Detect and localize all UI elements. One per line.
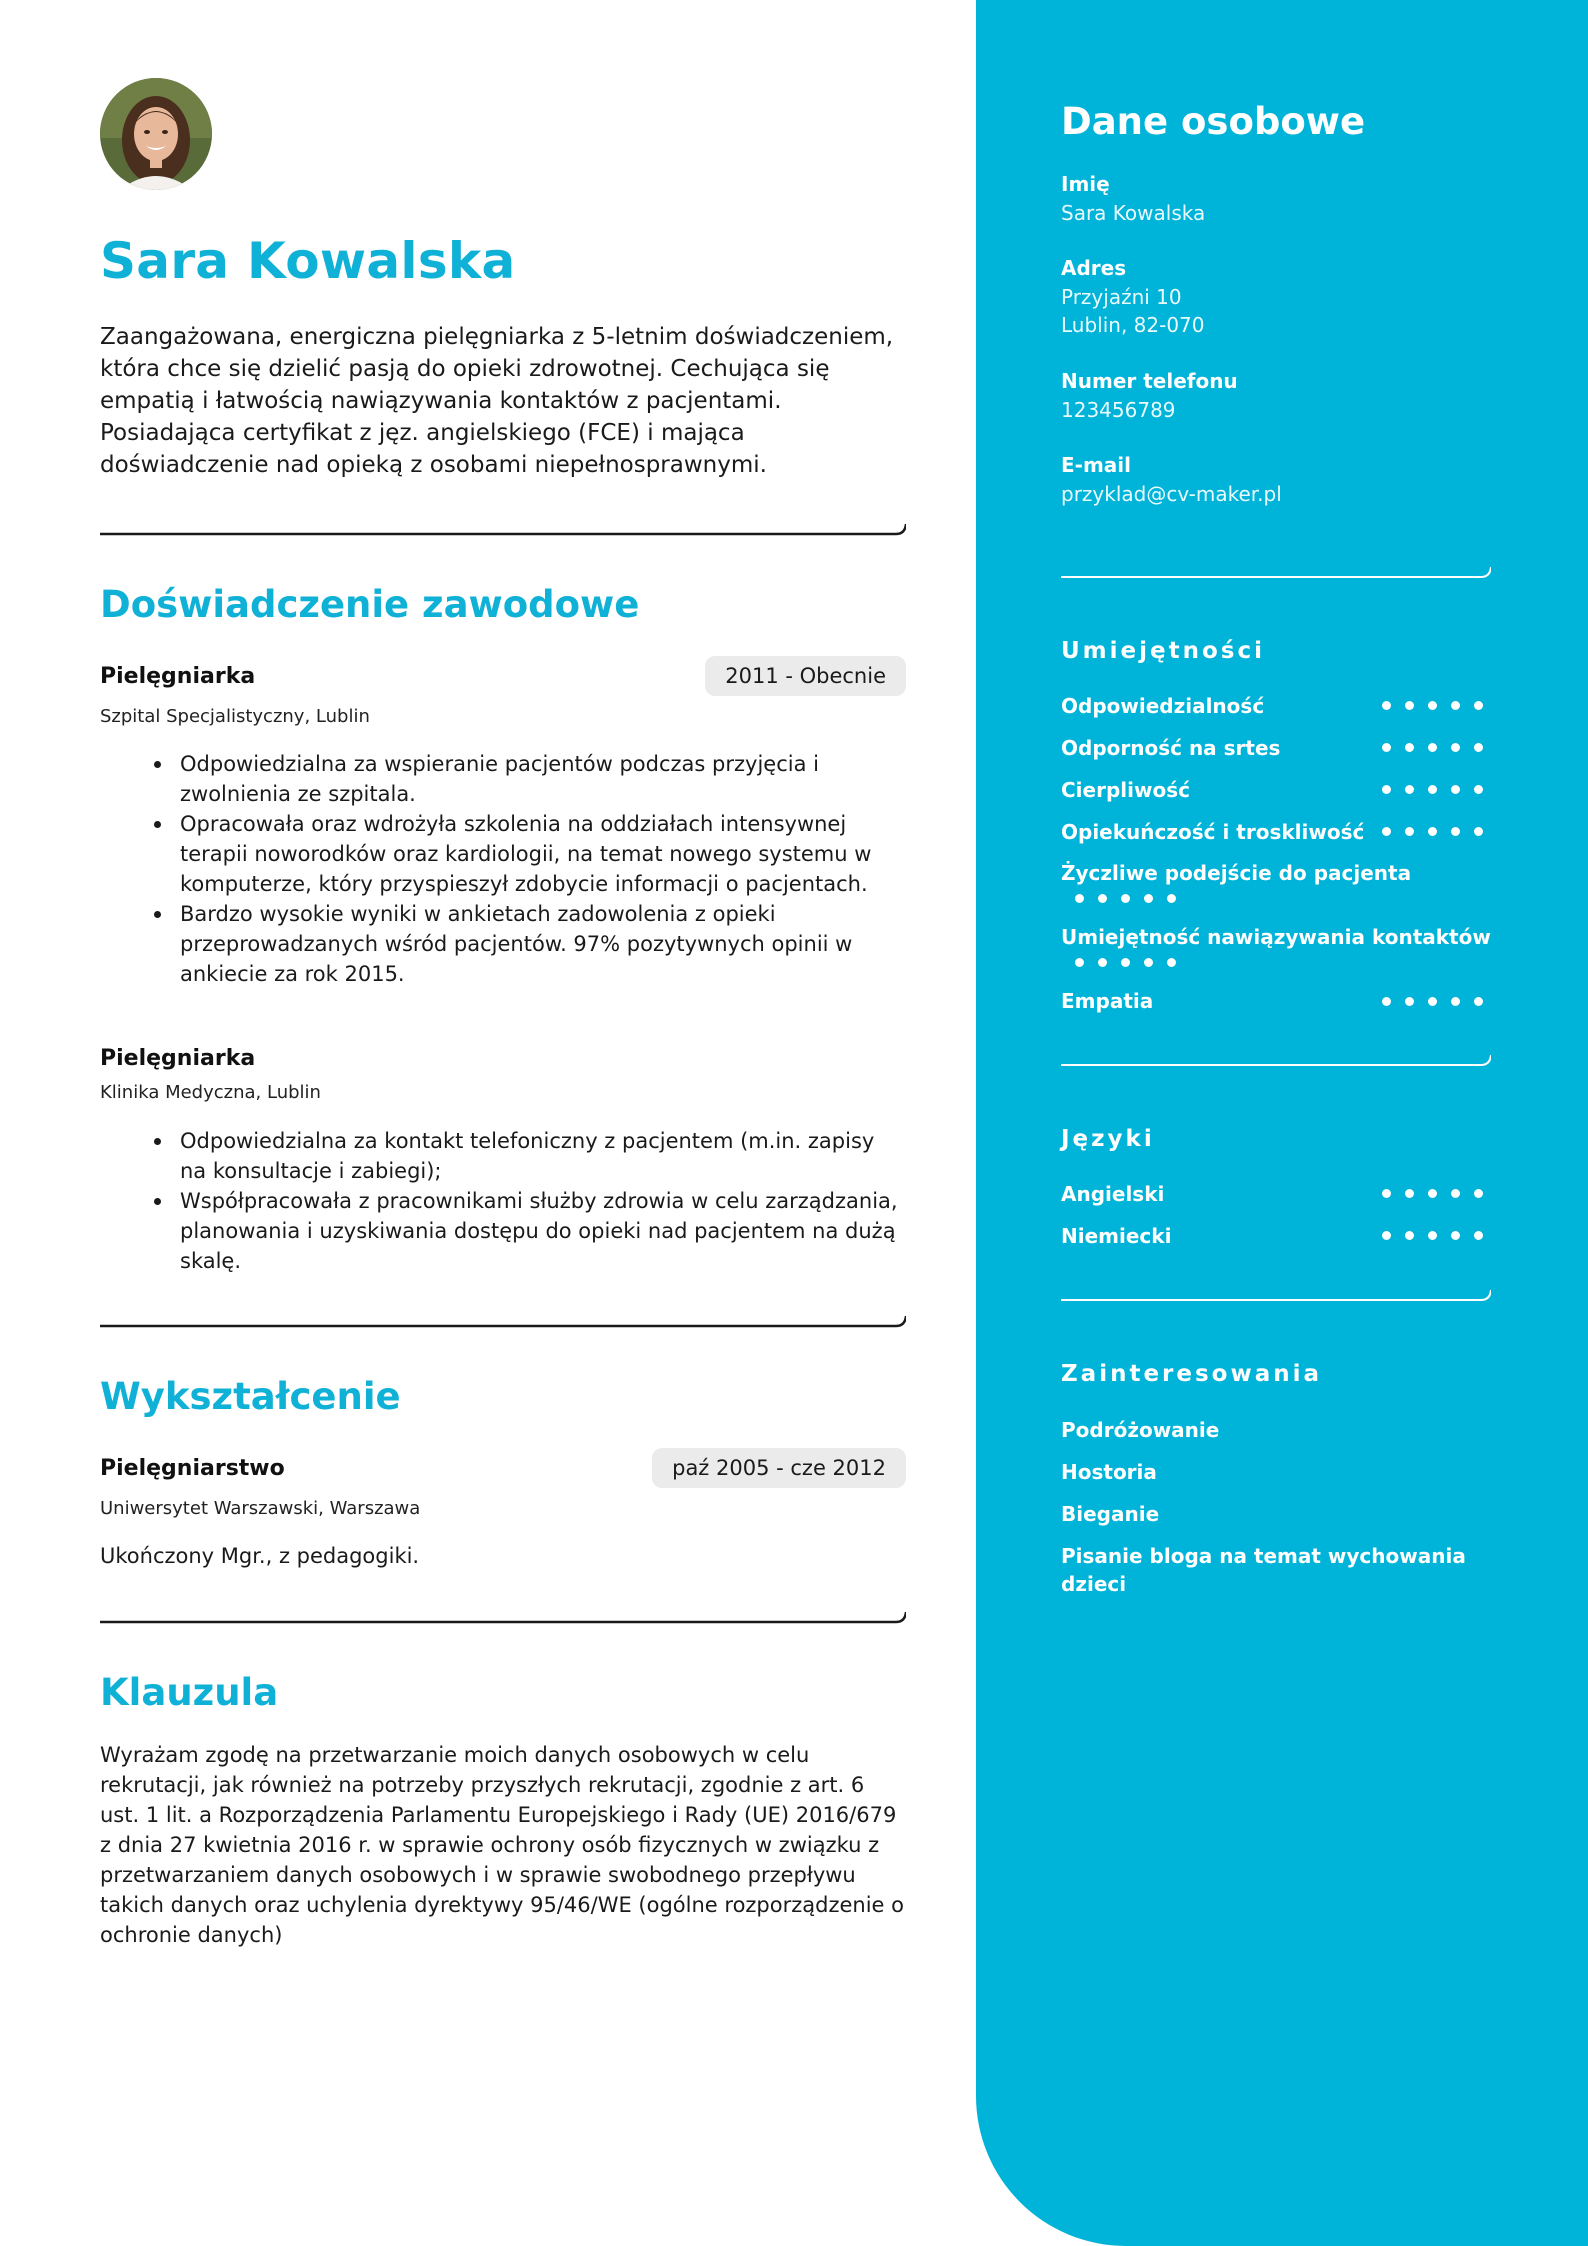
rating-dot (1405, 997, 1414, 1006)
rating-dot (1451, 1189, 1460, 1198)
rating-dot (1405, 827, 1414, 836)
rating-dot (1474, 827, 1483, 836)
list-item: Odpowiedzialna za wspieranie pacjentów podczas przyjęcia i zwolnienia ze szpitala. (180, 749, 906, 809)
rating-dot (1474, 1231, 1483, 1240)
list-item: Odpowiedzialna za kontakt telefoniczny z pacjentem (m.in. zapisy na konsultacje i zabiegi); (180, 1126, 906, 1186)
rating-dot (1075, 894, 1084, 903)
skill-level-dots (1075, 958, 1176, 967)
rating-dot (1451, 997, 1460, 1006)
rating-dot (1428, 1231, 1437, 1240)
skill-name: Umiejętność nawiązywania kontaktów (1061, 925, 1491, 949)
rating-dot (1167, 958, 1176, 967)
rating-dot (1405, 1189, 1414, 1198)
address-line-2: Lublin, 82-070 (1061, 313, 1205, 337)
rating-dot (1405, 1231, 1414, 1240)
job-1-employer: Szpital Specjalistyczny, Lublin (100, 706, 370, 727)
rating-dot (1428, 1189, 1437, 1198)
rating-dot (1098, 894, 1107, 903)
rating-dot (1428, 785, 1437, 794)
rating-dot (1098, 958, 1107, 967)
interests-title: Zainteresowania (1061, 1361, 1323, 1387)
interest-item: Podróżowanie (1061, 1418, 1220, 1442)
experience-title: Doświadczenie zawodowe (100, 583, 640, 626)
rating-dot (1121, 894, 1130, 903)
rating-dot (1405, 701, 1414, 710)
email-value: przyklad@cv-maker.pl (1061, 482, 1282, 506)
skill-name: Życzliwe podejście do pacjenta (1061, 861, 1412, 885)
name-label: Imię (1061, 172, 1110, 196)
profile-summary: Zaangażowana, energiczna pielęgniarka z 5-letnim doświadczeniem, która chce się dzielić pasją do opieki zdrowotnej. Cechująca się empatią i łatwością nawiązywania kontaktów z pacjentami. Posiadająca certyfikat z jęz. angielskiego (FCE) i mająca doświadczenie nad opieką z osobami niepełnosprawnymi. (100, 324, 894, 478)
rating-dot (1474, 701, 1483, 710)
interest-item: Hostoria (1061, 1460, 1157, 1484)
skill-name: Odporność na srtes (1061, 736, 1281, 760)
skill-level-dots (1382, 785, 1483, 794)
phone-label: Numer telefonu (1061, 369, 1238, 393)
education-degree: Pielęgniarstwo (100, 1456, 285, 1481)
clause-title: Klauzula (100, 1671, 279, 1714)
education-dates: paź 2005 - cze 2012 (652, 1448, 906, 1488)
rating-dot (1075, 958, 1084, 967)
rating-dot (1451, 827, 1460, 836)
skill-level-dots (1382, 997, 1483, 1006)
rating-dot (1382, 701, 1391, 710)
avatar (100, 78, 212, 190)
panel-divider (1061, 1284, 1491, 1302)
skill-level-dots (1382, 701, 1483, 710)
personal-title: Dane osobowe (1061, 100, 1366, 143)
rating-dot (1382, 743, 1391, 752)
interest-item: Bieganie (1061, 1502, 1160, 1526)
rating-dot (1382, 1189, 1391, 1198)
panel-divider (1061, 561, 1491, 579)
skill-level-dots (1382, 743, 1483, 752)
rating-dot (1474, 1189, 1483, 1198)
job-2-employer: Klinika Medyczna, Lublin (100, 1082, 321, 1103)
rating-dot (1428, 701, 1437, 710)
rating-dot (1382, 1231, 1391, 1240)
rating-dot (1167, 894, 1176, 903)
rating-dot (1428, 743, 1437, 752)
language-name: Niemiecki (1061, 1224, 1172, 1248)
rating-dot (1428, 827, 1437, 836)
list-item: Opracowała oraz wdrożyła szkolenia na oddziałach intensywnej terapii noworodków oraz kardiologii, na temat nowego systemu w komputerze, który przyspieszył zdobycie informacji o pacjentach. (180, 809, 906, 899)
rating-dot (1405, 785, 1414, 794)
language-level-dots (1382, 1189, 1483, 1198)
rating-dot (1382, 785, 1391, 794)
skill-level-dots (1382, 827, 1483, 836)
rating-dot (1451, 701, 1460, 710)
skill-name: Odpowiedzialność (1061, 694, 1265, 718)
rating-dot (1405, 743, 1414, 752)
rating-dot (1451, 743, 1460, 752)
skill-name: Opiekuńczość i troskliwość (1061, 820, 1365, 844)
panel-divider (1061, 1049, 1491, 1067)
name-value: Sara Kowalska (1061, 201, 1206, 225)
job-1-position: Pielęgniarka (100, 664, 256, 689)
rating-dot (1121, 958, 1130, 967)
job-1-dates: 2011 - Obecnie (705, 656, 906, 696)
skill-name: Empatia (1061, 989, 1154, 1013)
email-label: E-mail (1061, 453, 1132, 477)
job-1-duties (100, 749, 906, 989)
section-divider (100, 1310, 906, 1328)
list-item: Bardzo wysokie wyniki w ankietach zadowolenia z opieki przeprowadzanych wśród pacjentów. 97% pozytywnych opinii w ankiecie za rok 2015. (180, 899, 906, 989)
profile-photo (100, 78, 212, 190)
address-label: Adres (1061, 256, 1127, 280)
skill-name: Cierpliwość (1061, 778, 1190, 802)
job-2-position: Pielęgniarka (100, 1046, 256, 1071)
rating-dot (1382, 827, 1391, 836)
address-line-1: Przyjaźni 10 (1061, 285, 1182, 309)
language-name: Angielski (1061, 1182, 1165, 1206)
education-school: Uniwersytet Warszawski, Warszawa (100, 1498, 421, 1519)
rating-dot (1451, 785, 1460, 794)
education-title: Wykształcenie (100, 1375, 401, 1418)
interest-item: Pisanie bloga na temat wychowania dzieci (1061, 1544, 1466, 1596)
list-item: Współpracowała z pracownikami służby zdrowia w celu zarządzania, planowania i uzyskiwania dostępu do opieki nad pacjentem na dużą skalę. (180, 1186, 906, 1276)
section-divider (100, 518, 906, 536)
phone-value: 123456789 (1061, 398, 1176, 422)
sidebar-panel (976, 0, 1588, 2246)
clause-text: Wyrażam zgodę na przetwarzanie moich danych osobowych w celu rekrutacji, jak również na potrzeby przyszłych rekrutacji, zgodnie z art. 6 ust. 1 lit. a Rozporządzenia Parlamentu Europejskiego i Rady (UE) 2016/679 z dnia 27 kwietnia 2016 r. w sprawie ochrony osób fizycznych w związku z przetwarzaniem danych osobowych i w sprawie swobodnego przepływu takich danych oraz uchylenia dyrektywy 95/46/WE (ogólne rozporządzenie o ochronie danych) (100, 1743, 904, 1947)
rating-dot (1474, 997, 1483, 1006)
skills-title: Umiejętności (1061, 638, 1265, 664)
language-level-dots (1382, 1231, 1483, 1240)
skill-level-dots (1075, 894, 1176, 903)
section-divider (100, 1606, 906, 1624)
rating-dot (1428, 997, 1437, 1006)
rating-dot (1144, 958, 1153, 967)
education-note: Ukończony Mgr., z pedagogiki. (100, 1544, 420, 1568)
rating-dot (1144, 894, 1153, 903)
rating-dot (1451, 1231, 1460, 1240)
candidate-name: Sara Kowalska (100, 232, 516, 290)
rating-dot (1382, 997, 1391, 1006)
job-2-duties (100, 1126, 906, 1276)
languages-title: Języki (1061, 1126, 1155, 1152)
rating-dot (1474, 743, 1483, 752)
rating-dot (1474, 785, 1483, 794)
